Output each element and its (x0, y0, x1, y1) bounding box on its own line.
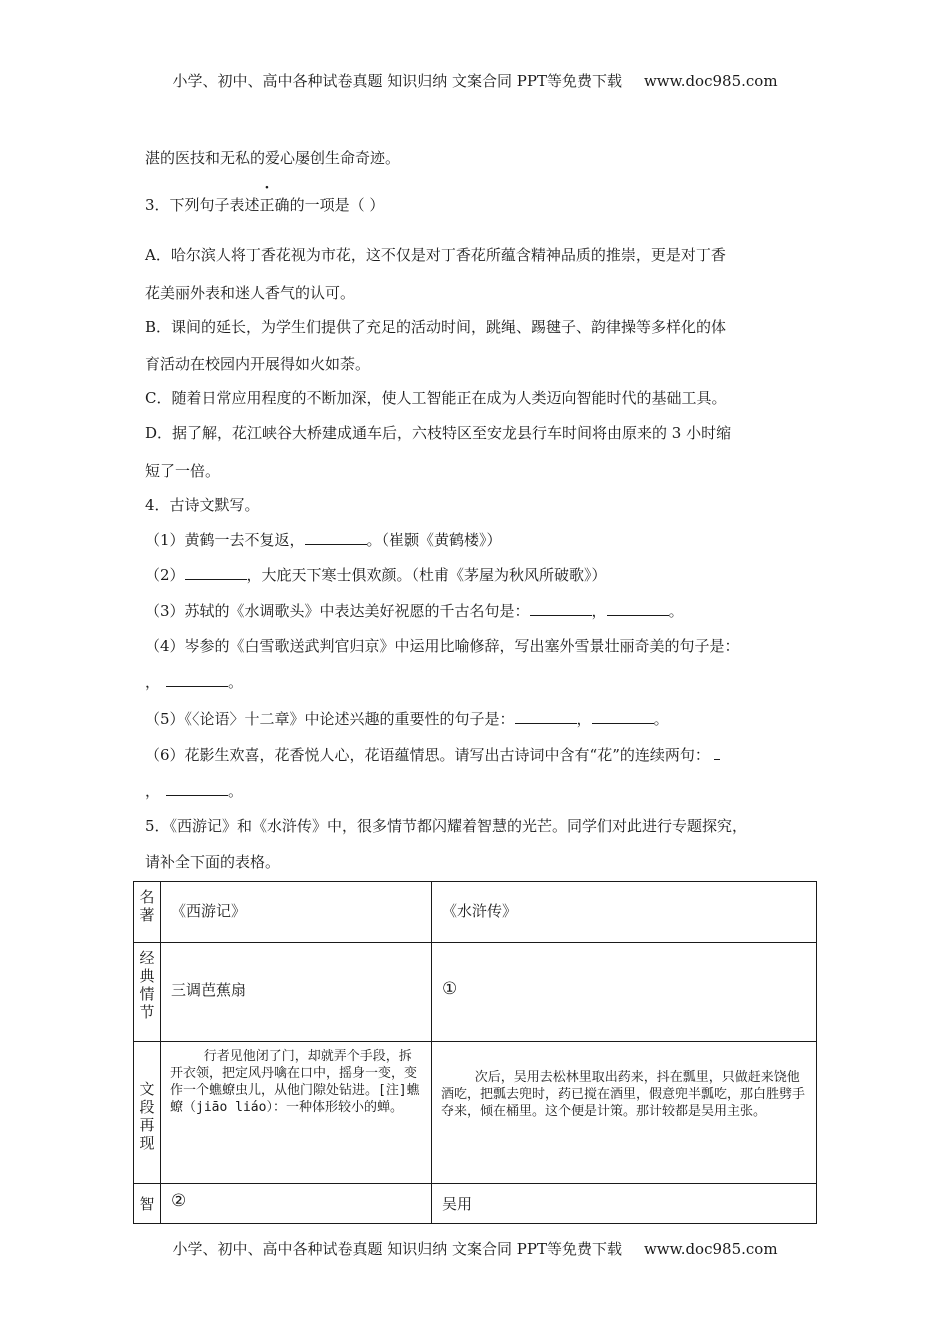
q4-item-5 (145, 708, 669, 729)
q4-5-text: （5）《〈论语〉十二章》中论述兴趣的重要性的句子是： (145, 710, 515, 728)
cell-wisdom-shuihu: 吴用 (432, 1184, 817, 1224)
header-char: 经 (139, 949, 155, 967)
header-char: 现 (139, 1133, 155, 1152)
header-char: 文 (139, 1079, 155, 1098)
table-row (134, 882, 817, 943)
q4-item-6 (145, 744, 720, 765)
q4-1-text: （1）黄鹤一去不复返， (145, 531, 305, 549)
footer-site: www.doc985.com (643, 1240, 778, 1258)
header-char: 情 (139, 985, 155, 1003)
header-char: 智 (139, 1195, 155, 1213)
header-char: 段 (139, 1097, 155, 1116)
q4-3-period: 。 (668, 602, 684, 620)
q4-6-text: （6）花影生欢喜，花香悦人心，花语蕴情思。请写出古诗词中含有“花”的连续两句： (145, 746, 710, 764)
question-4-stem: 4．古诗文默写。 (145, 496, 260, 514)
q4-1-source: 。（崔颢《黄鹤楼》） (366, 531, 502, 549)
page-header (0, 70, 950, 91)
q4-6-comma: ， (145, 782, 161, 800)
header-char: 著 (139, 906, 155, 924)
q4-3-text: （3）苏轼的《水调歌头》中表达美好祝愿的千古名句是： (145, 602, 530, 620)
question-3-stem (145, 194, 384, 215)
q3-option-c: C．随着日常应用程度的不断加深，使人工智能正在成为人类迈向智能时代的基础工具。 (145, 389, 727, 407)
q3-option-a-line2: 花美丽外表和迷人香气的认可。 (145, 284, 356, 302)
q4-5-comma: ， (576, 710, 592, 728)
q4-5-period: 。 (653, 710, 669, 728)
q4-item-1 (145, 529, 502, 550)
table-row (134, 1184, 817, 1224)
page-footer (0, 1238, 950, 1259)
question-5-line1: 5．《西游记》和《水浒传》中，很多情节都闪耀着智慧的光芒。同学们对此进行专题探究， (145, 817, 748, 835)
answer-blank[interactable] (185, 565, 247, 580)
intro-tail: 湛的医技和无私的爱心屡创生命奇迹。 (145, 149, 401, 167)
answer-blank[interactable] (607, 601, 669, 616)
reading-table (133, 881, 817, 1224)
q4-item-4-answer (145, 671, 243, 692)
row-header-mingzhu (134, 882, 161, 943)
answer-blank[interactable] (714, 745, 720, 760)
q4-item-6-answer (145, 780, 243, 801)
table-row (134, 1042, 817, 1184)
header-char: 典 (139, 967, 155, 985)
q4-4-comma: ， (145, 673, 161, 691)
q3-option-d-line1: D．据了解，花江峡谷大桥建成通车后，六枝特区至安龙县行车时间将由原来的 3 小时缩 (145, 424, 732, 442)
q3-emphasis: 正确 (259, 196, 290, 214)
row-header-qingjie (134, 943, 161, 1042)
header-char: 节 (139, 1003, 155, 1021)
footer-text: 小学、初中、高中各种试卷真题 知识归纳 文案合同 PPT等免费下载 (172, 1240, 622, 1258)
q4-item-3 (145, 600, 684, 621)
q4-item-4: （4）岑参的《白雪歌送武判官归京》中运用比喻修辞，写出塞外雪景壮丽奇美的句子是： (145, 637, 740, 655)
q4-6-period: 。 (228, 782, 244, 800)
answer-blank[interactable] (166, 781, 228, 796)
q3-suffix: 的一项是（ ） (289, 196, 385, 214)
q4-2-label: （2） (145, 566, 185, 584)
header-text: 小学、初中、高中各种试卷真题 知识归纳 文案合同 PPT等免费下载 (172, 72, 622, 90)
cell-wisdom-xiyouji[interactable]: ② (161, 1184, 432, 1224)
q3-option-b-line1: B．课间的延长，为学生们提供了充足的活动时间，跳绳、踢毽子、韵律操等多样化的体 (145, 318, 727, 336)
row-header-zhi (134, 1184, 161, 1224)
answer-blank[interactable] (305, 530, 367, 545)
header-char: 名 (139, 888, 155, 906)
header-site: www.doc985.com (643, 72, 778, 90)
answer-blank[interactable] (530, 601, 592, 616)
q4-4-period: 。 (228, 673, 244, 691)
cell-plot-shuihu[interactable]: ① (432, 943, 817, 1042)
cell-text-xiyouji: 行者见他闭了门，却就弄个手段，拆开衣领，把定风丹噙在口中，摇身一变，变作一个蟭蟟虫儿，从他门隙处钻进。[注]蟭蟟（jiāo liáo）：一种体形较小的蝉。 (161, 1042, 432, 1184)
cell-shuihu-title: 《水浒传》 (432, 882, 817, 943)
row-header-wenduan (134, 1042, 161, 1184)
header-char: 再 (139, 1115, 155, 1134)
answer-blank[interactable] (166, 672, 228, 687)
table-row (134, 943, 817, 1042)
question-5-line2: 请补全下面的表格。 (145, 853, 281, 871)
q4-3-comma: ， (591, 602, 607, 620)
cell-xiyouji-title: 《西游记》 (161, 882, 432, 943)
q3-prefix: 3．下列句子表述 (145, 196, 260, 214)
q4-item-2 (145, 564, 607, 585)
answer-blank[interactable] (515, 709, 577, 724)
answer-blank[interactable] (592, 709, 654, 724)
q4-2-text: ，大庇天下寒士俱欢颜。（杜甫《茅屋为秋风所破歌》） (246, 566, 607, 584)
cell-plot-xiyouji: 三调芭蕉扇 (161, 943, 432, 1042)
cell-text-shuihu: 次后，吴用去松林里取出药来，抖在瓢里，只做赶来饶他酒吃，把瓢去兜时，药已搅在酒里，假意兜半瓢吃，那白胜劈手夺来，倾在桶里。这个便是计策。那计较都是吴用主张。 (432, 1042, 817, 1184)
q3-option-a-line1: A．哈尔滨人将丁香花视为市花，这不仅是对丁香花所蕴含精神品质的推崇，更是对丁香 (145, 246, 726, 264)
q3-option-d-line2: 短了一倍。 (145, 462, 221, 480)
q3-option-b-line2: 育活动在校园内开展得如火如荼。 (145, 355, 371, 373)
